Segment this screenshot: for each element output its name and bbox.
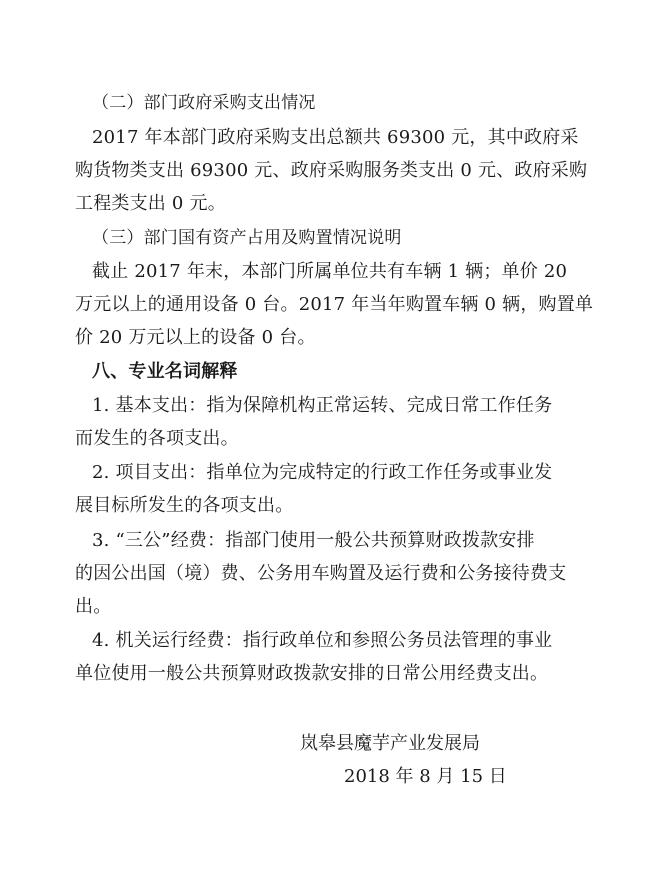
paragraph-line: 万元以上的通用设备 0 台。2017 年当年购置车辆 0 辆，购置单 xyxy=(75,294,594,315)
section-heading-assets: （三）部门国有资产占用及购置情况说明 xyxy=(92,228,402,248)
term-item-line: 3. “三公”经费：指部门使用一般公共预算财政拨款安排 xyxy=(92,530,535,551)
paragraph-line: 购货物类支出 69300 元、政府采购服务类支出 0 元、政府采购 xyxy=(75,160,588,181)
section-heading-procurement: （二）部门政府采购支出情况 xyxy=(92,93,316,113)
signature-date: 2018 年 8 月 15 日 xyxy=(344,766,507,787)
term-item-line: 展目标所发生的各项支出。 xyxy=(75,495,294,516)
term-item-line: 2. 项目支出：指单位为完成特定的行政工作任务或事业发 xyxy=(92,462,553,483)
term-item-line: 4. 机关运行经费：指行政单位和参照公务员法管理的事业 xyxy=(92,630,553,651)
term-item-line: 1. 基本支出：指为保障机构正常运转、完成日常工作任务 xyxy=(92,395,553,416)
paragraph-line: 价 20 万元以上的设备 0 台。 xyxy=(75,327,316,348)
paragraph-line: 2017 年本部门政府采购支出总额共 69300 元，其中政府采 xyxy=(92,127,579,148)
term-item-line: 单位使用一般公共预算财政拨款安排的日常公用经费支出。 xyxy=(75,663,549,684)
signature-organization: 岚皋县魔芋产业发展局 xyxy=(300,733,480,754)
term-item-line: 的因公出国（境）费、公务用车购置及运行费和公务接待费支 xyxy=(75,563,567,584)
paragraph-line: 工程类支出 0 元。 xyxy=(75,193,226,214)
term-item-line: 出。 xyxy=(75,596,112,617)
term-item-line: 而发生的各项支出。 xyxy=(75,428,239,449)
section-heading-terms: 八、专业名词解释 xyxy=(92,361,238,382)
paragraph-line: 截止 2017 年末，本部门所属单位共有车辆 1 辆；单价 20 xyxy=(92,261,568,282)
